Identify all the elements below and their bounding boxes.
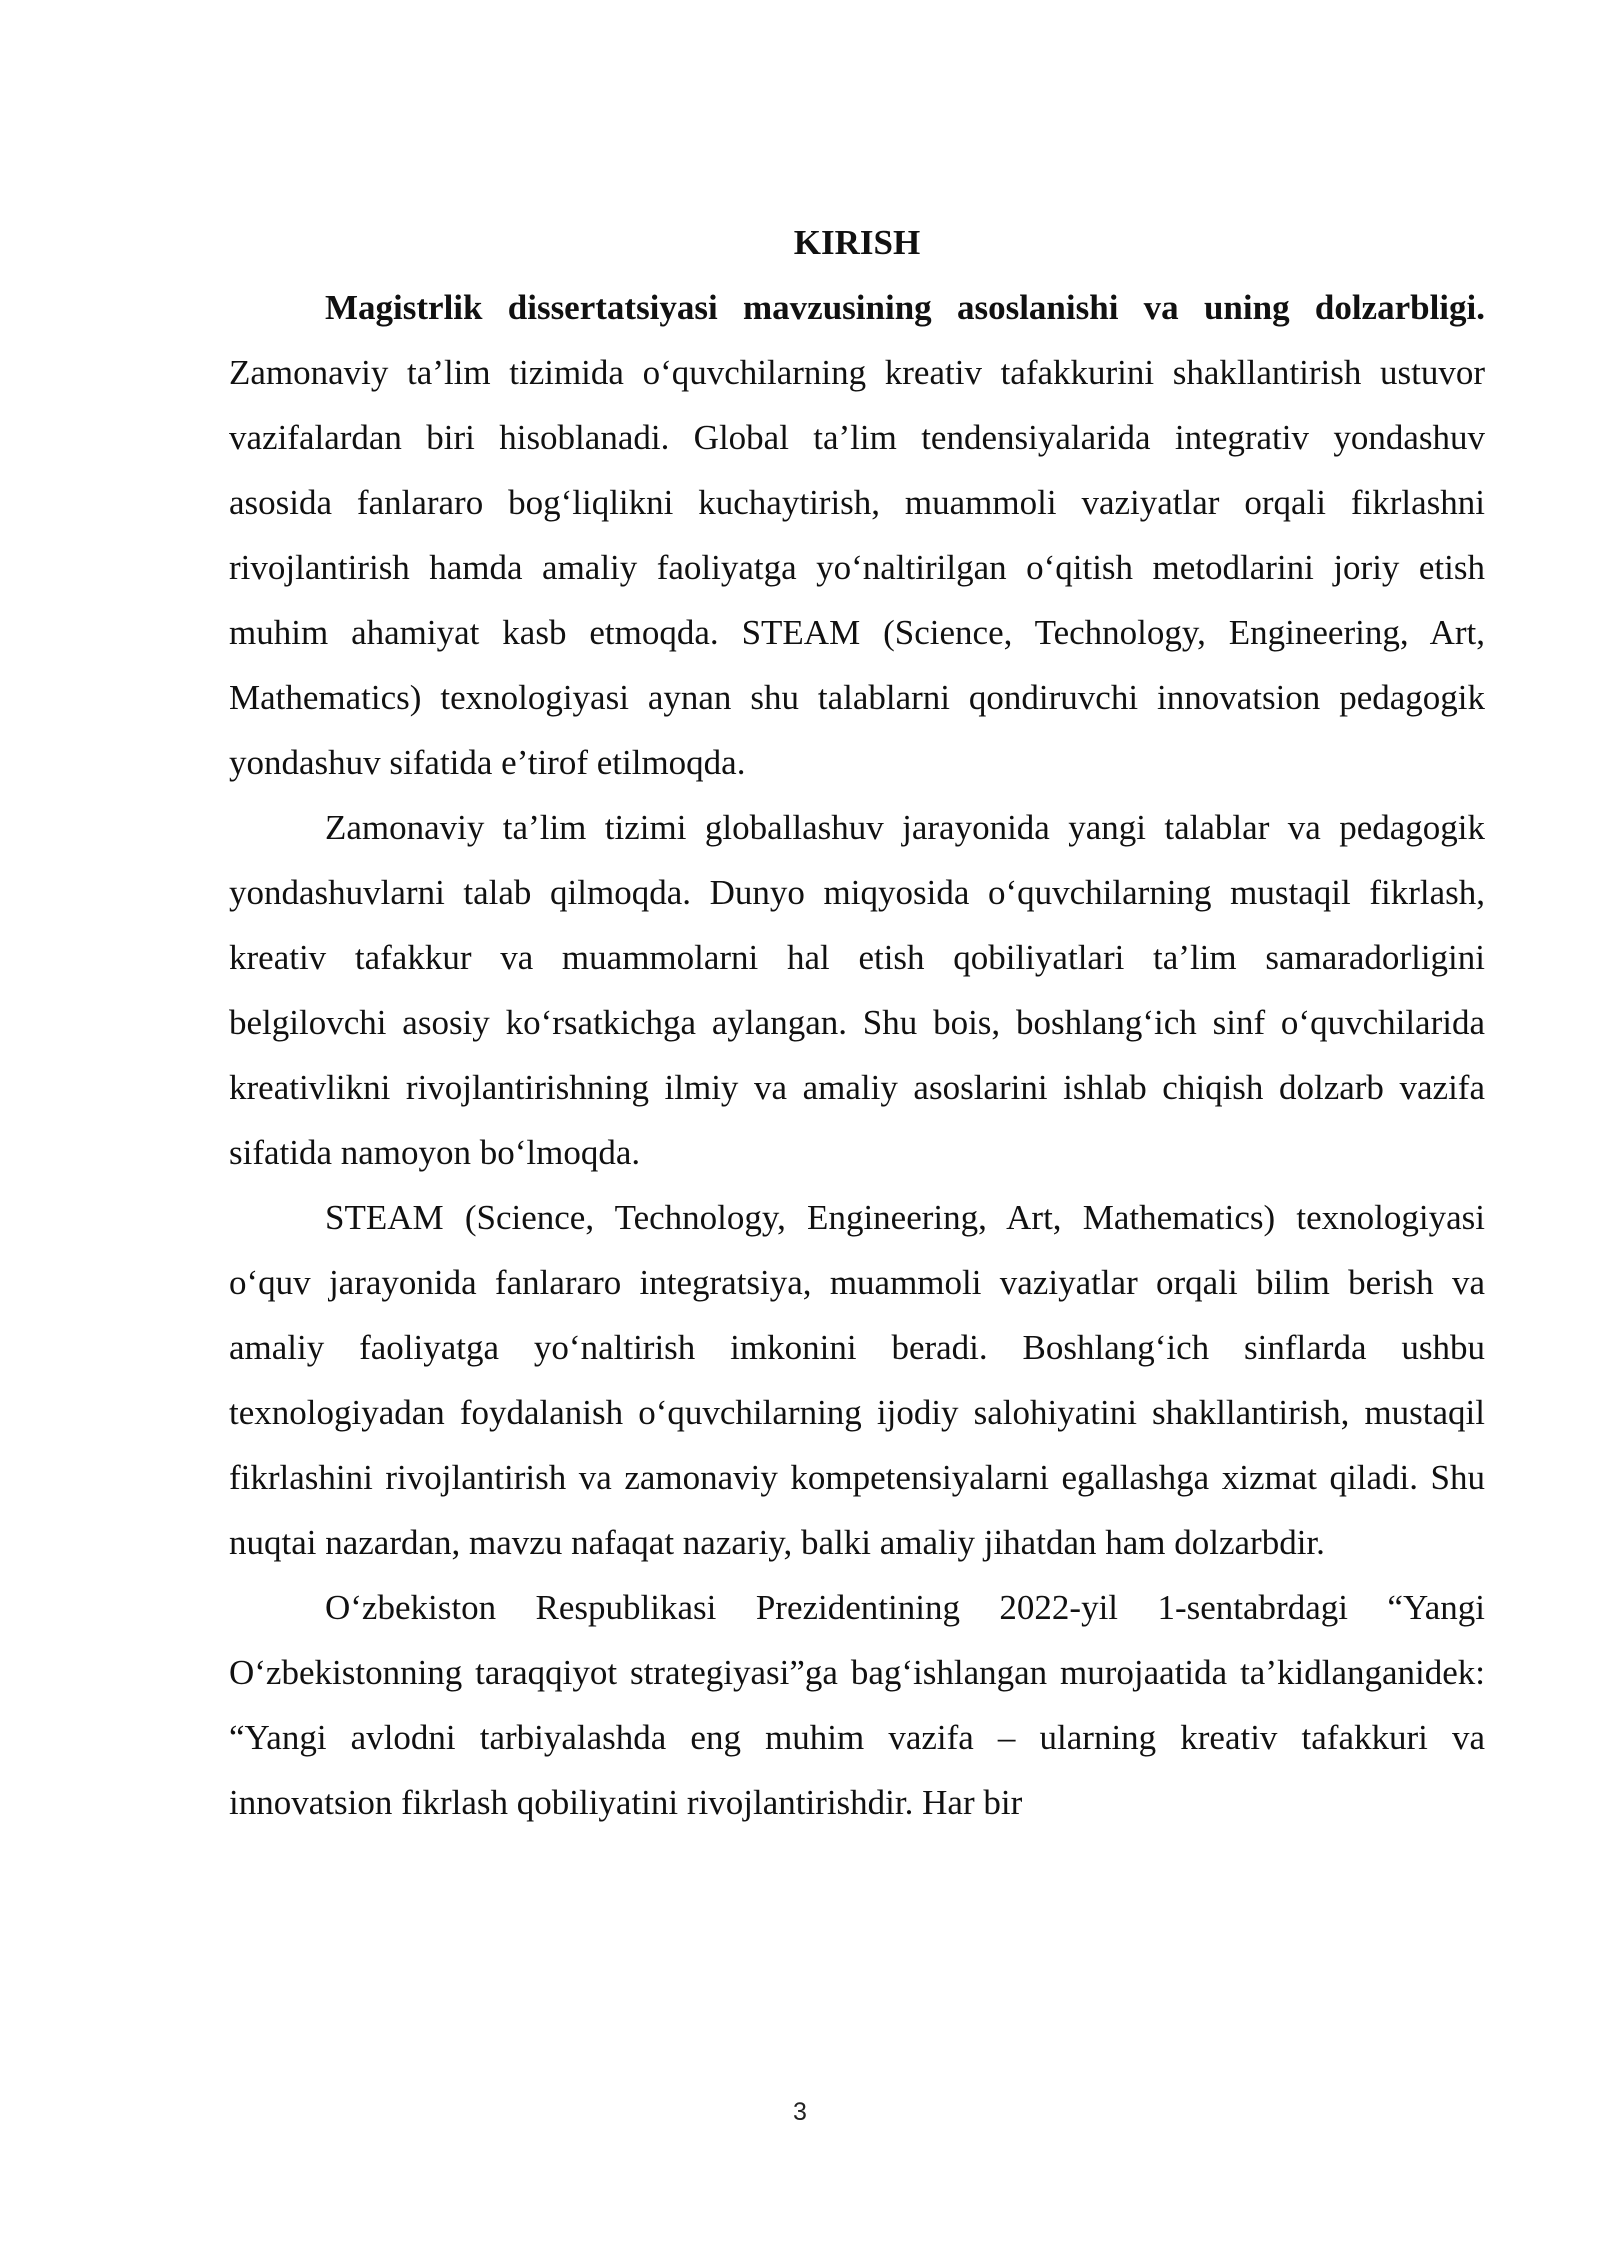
paragraph-2: Zamonaviy ta’lim tizimi globallashuv jarayonida yangi talablar va pedagogik yondashuvlarni talab qilmoqda. Dunyo miqyosida o‘quvchilarning mustaqil fikrlash, kreativ tafakkur va muammolarni hal etish qobiliyatlari ta’lim samaradorligini belgilovchi asosiy ko‘rsatkichga aylangan. Shu bois, boshlang‘ich sinf o‘quvchilarida kreativlikni rivojlantirishning ilmiy va amaliy asoslarini ishlab chiqish dolzarb vazifa sifatida namoyon bo‘lmoqda. xyxy=(229,808,1485,1172)
page-number: 3 xyxy=(793,2098,807,2126)
paragraph-4: O‘zbekiston Respublikasi Prezidentining 2022-yil 1-sentabrdagi “Yangi O‘zbekistonning taraqqiyot strategiyasi”ga bag‘ishlangan murojaatida ta’kidlanganidek: “Yangi avlodni tarbiyalashda eng muhim vazifa – ularning kreativ tafakkuri va innovatsion fikrlash qobiliyatini rivojlantirishdir. Har bir xyxy=(229,1588,1485,1822)
paragraph-1-text: Zamonaviy ta’lim tizimida o‘quvchilarning kreativ tafakkurini shakllantirish ustuvor vazifalardan biri hisoblanadi. Global ta’lim tendensiyalarida integrativ yondashuv asosida fanlararo bog‘liqlikni kuchaytirish, muammoli vaziyatlar orqali fikrlashni rivojlantirish hamda amaliy faoliyatga yo‘naltirilgan o‘qitish metodlarini joriy etish muhim ahamiyat kasb etmoqda. STEAM (Science, Technology, Engineering, Art, Mathematics) texnologiyasi aynan shu talablarni qondiruvchi innovatsion pedagogik yondashuv sifatida e’tirof etilmoqda. xyxy=(229,353,1485,782)
paragraph-3: STEAM (Science, Technology, Engineering, Art, Mathematics) texnologiyasi o‘quv jarayonida fanlararo integratsiya, muammoli vaziyatlar orqali bilim berish va amaliy faoliyatga yo‘naltirish imkonini beradi. Boshlang‘ich sinflarda ushbu texnologiyadan foydalanish o‘quvchilarning ijodiy salohiyatini shakllantirish, mustaqil fikrlashini rivojlantirish va zamonaviy kompetensiyalarni egallashga xizmat qiladi. Shu nuqtai nazardan, mavzu nafaqat nazariy, balki amaliy jihatdan ham dolzarbdir. xyxy=(229,1198,1485,1562)
paragraph-1-lead: Magistrlik dissertatsiyasi mavzusining asoslanishi va uning dolzarbligi. xyxy=(325,288,1485,327)
paragraph-1 xyxy=(229,275,1485,795)
section-heading: KIRISH xyxy=(793,223,921,262)
page-content xyxy=(229,210,1485,1835)
